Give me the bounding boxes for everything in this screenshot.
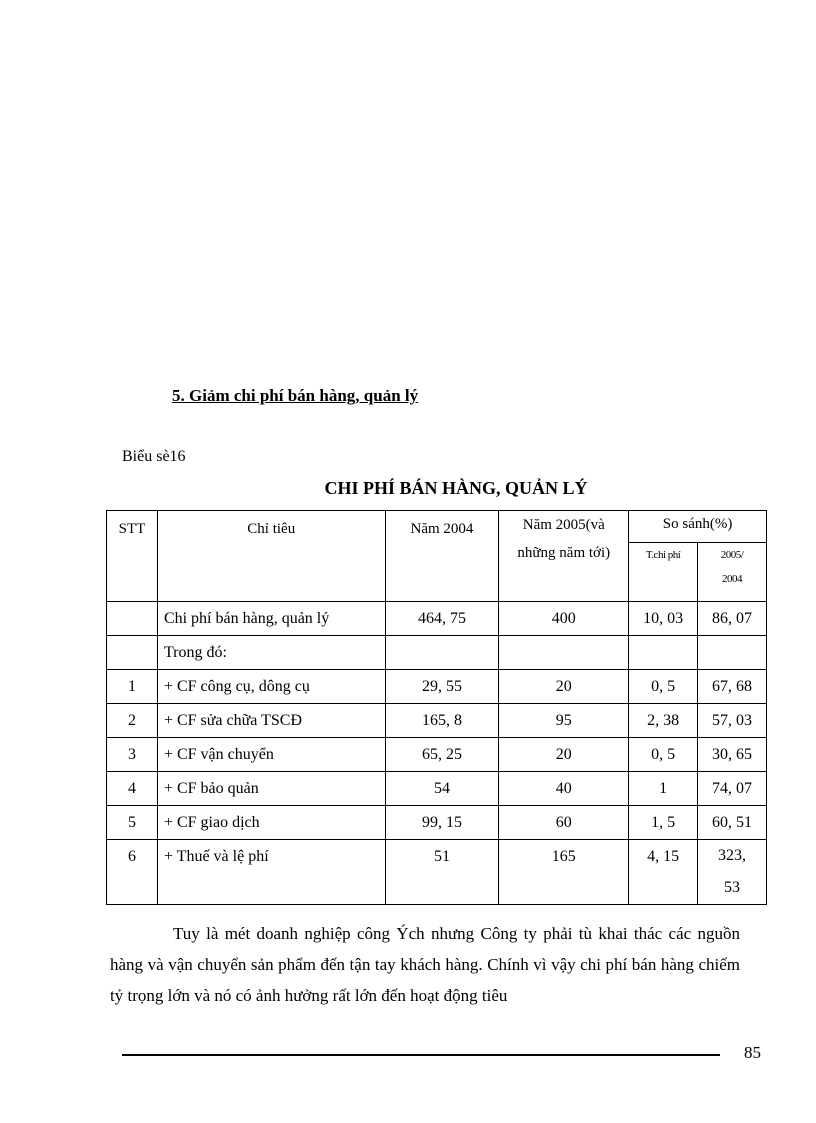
footer-rule: [122, 1054, 720, 1056]
cell-stt: 4: [107, 772, 158, 806]
table-row: [107, 806, 767, 840]
cell-ratio: 74, 07: [698, 772, 767, 806]
cell-ratio: [698, 636, 767, 670]
cell-nam-2004: 65, 25: [385, 738, 499, 772]
cell-nam-2005: 400: [499, 602, 629, 636]
cell-chi-tieu: + CF giao dịch: [157, 806, 385, 840]
table-row: [107, 636, 767, 670]
cell-chi-tieu: + Thuế và lệ phí: [157, 840, 385, 905]
cell-ratio: 60, 51: [698, 806, 767, 840]
cell-stt: 1: [107, 670, 158, 704]
cell-t-chi-phi: 0, 5: [629, 670, 698, 704]
header-ratio-line2: 2004: [722, 573, 743, 586]
table-row: [107, 670, 767, 704]
cell-t-chi-phi: 1: [629, 772, 698, 806]
cell-nam-2005: 60: [499, 806, 629, 840]
header-nam-2005-line2: những năm tới): [517, 545, 611, 561]
cell-stt: 3: [107, 738, 158, 772]
table-label: Biểu sè16: [122, 448, 186, 465]
cell-nam-2005: 165: [499, 840, 629, 905]
table-header-row: [107, 511, 767, 543]
header-nam-2004: Năm 2004: [385, 511, 499, 602]
header-t-chi-phi: T.chi phí: [629, 543, 698, 602]
cell-t-chi-phi: 2, 38: [629, 704, 698, 738]
table-row: [107, 602, 767, 636]
header-so-sanh: So sánh(%): [629, 511, 767, 543]
header-nam-2005: [499, 511, 629, 602]
cell-nam-2004: 165, 8: [385, 704, 499, 738]
cell-nam-2004: 54: [385, 772, 499, 806]
cell-stt: 2: [107, 704, 158, 738]
header-stt: STT: [107, 511, 158, 602]
cell-stt: [107, 602, 158, 636]
cell-nam-2004: [385, 636, 499, 670]
cell-chi-tieu: + CF bảo quản: [157, 772, 385, 806]
cost-table: [106, 510, 767, 905]
table-row: [107, 738, 767, 772]
cell-ratio: 30, 65: [698, 738, 767, 772]
cell-chi-tieu: + CF sửa chữa TSCĐ: [157, 704, 385, 738]
cell-nam-2004: 29, 55: [385, 670, 499, 704]
cell-t-chi-phi: 10, 03: [629, 602, 698, 636]
header-nam-2005-line1: Năm 2005(và: [522, 517, 605, 533]
cell-chi-tieu: Trong đó:: [157, 636, 385, 670]
cell-ratio: [698, 840, 767, 905]
cell-stt: 6: [107, 840, 158, 905]
cell-nam-2004: 464, 75: [385, 602, 499, 636]
section-heading: 5. Giảm chi phí bán hàng, quản lý: [172, 386, 419, 405]
header-ratio: [698, 543, 767, 602]
cell-ratio: 67, 68: [698, 670, 767, 704]
cell-ratio: 86, 07: [698, 602, 767, 636]
table-row: [107, 772, 767, 806]
header-chi-tieu: Chỉ tiêu: [157, 511, 385, 602]
cell-t-chi-phi: 0, 5: [629, 738, 698, 772]
cell-t-chi-phi: 1, 5: [629, 806, 698, 840]
cell-t-chi-phi: [629, 636, 698, 670]
cell-nam-2005: 20: [499, 738, 629, 772]
cell-stt: [107, 636, 158, 670]
cell-chi-tieu: + CF công cụ, dông cụ: [157, 670, 385, 704]
cell-ratio: 57, 03: [698, 704, 767, 738]
cell-ratio-line1: 323,: [718, 847, 747, 864]
cell-nam-2005: 20: [499, 670, 629, 704]
cell-stt: 5: [107, 806, 158, 840]
header-ratio-line1: 2005/: [720, 549, 744, 562]
cell-nam-2004: 51: [385, 840, 499, 905]
body-paragraph: [110, 918, 740, 1011]
cell-ratio-line2: 53: [724, 879, 741, 896]
table-row: [107, 840, 767, 905]
page-number: 85: [744, 1043, 761, 1062]
cell-nam-2005: [499, 636, 629, 670]
table-row: [107, 704, 767, 738]
cell-chi-tieu: + CF vận chuyển: [157, 738, 385, 772]
paragraph-text: Tuy là mét doanh nghiệp công Ých nhưng Công ty phải tù khai thác các nguồn hàng và vận chuyển sản phẩm đến tận tay khách hàng. Chính vì vậy chi phí bán hàng chiếm tỷ trọng lớn và nó có ảnh hưởng rất lớn đến hoạt động tiêu: [110, 924, 740, 1005]
cell-chi-tieu: Chi phí bán hàng, quản lý: [157, 602, 385, 636]
cell-nam-2005: 40: [499, 772, 629, 806]
cell-nam-2005: 95: [499, 704, 629, 738]
table-title: CHI PHÍ BÁN HÀNG, QUẢN LÝ: [324, 478, 588, 498]
cell-t-chi-phi: 4, 15: [629, 840, 698, 905]
cell-nam-2004: 99, 15: [385, 806, 499, 840]
